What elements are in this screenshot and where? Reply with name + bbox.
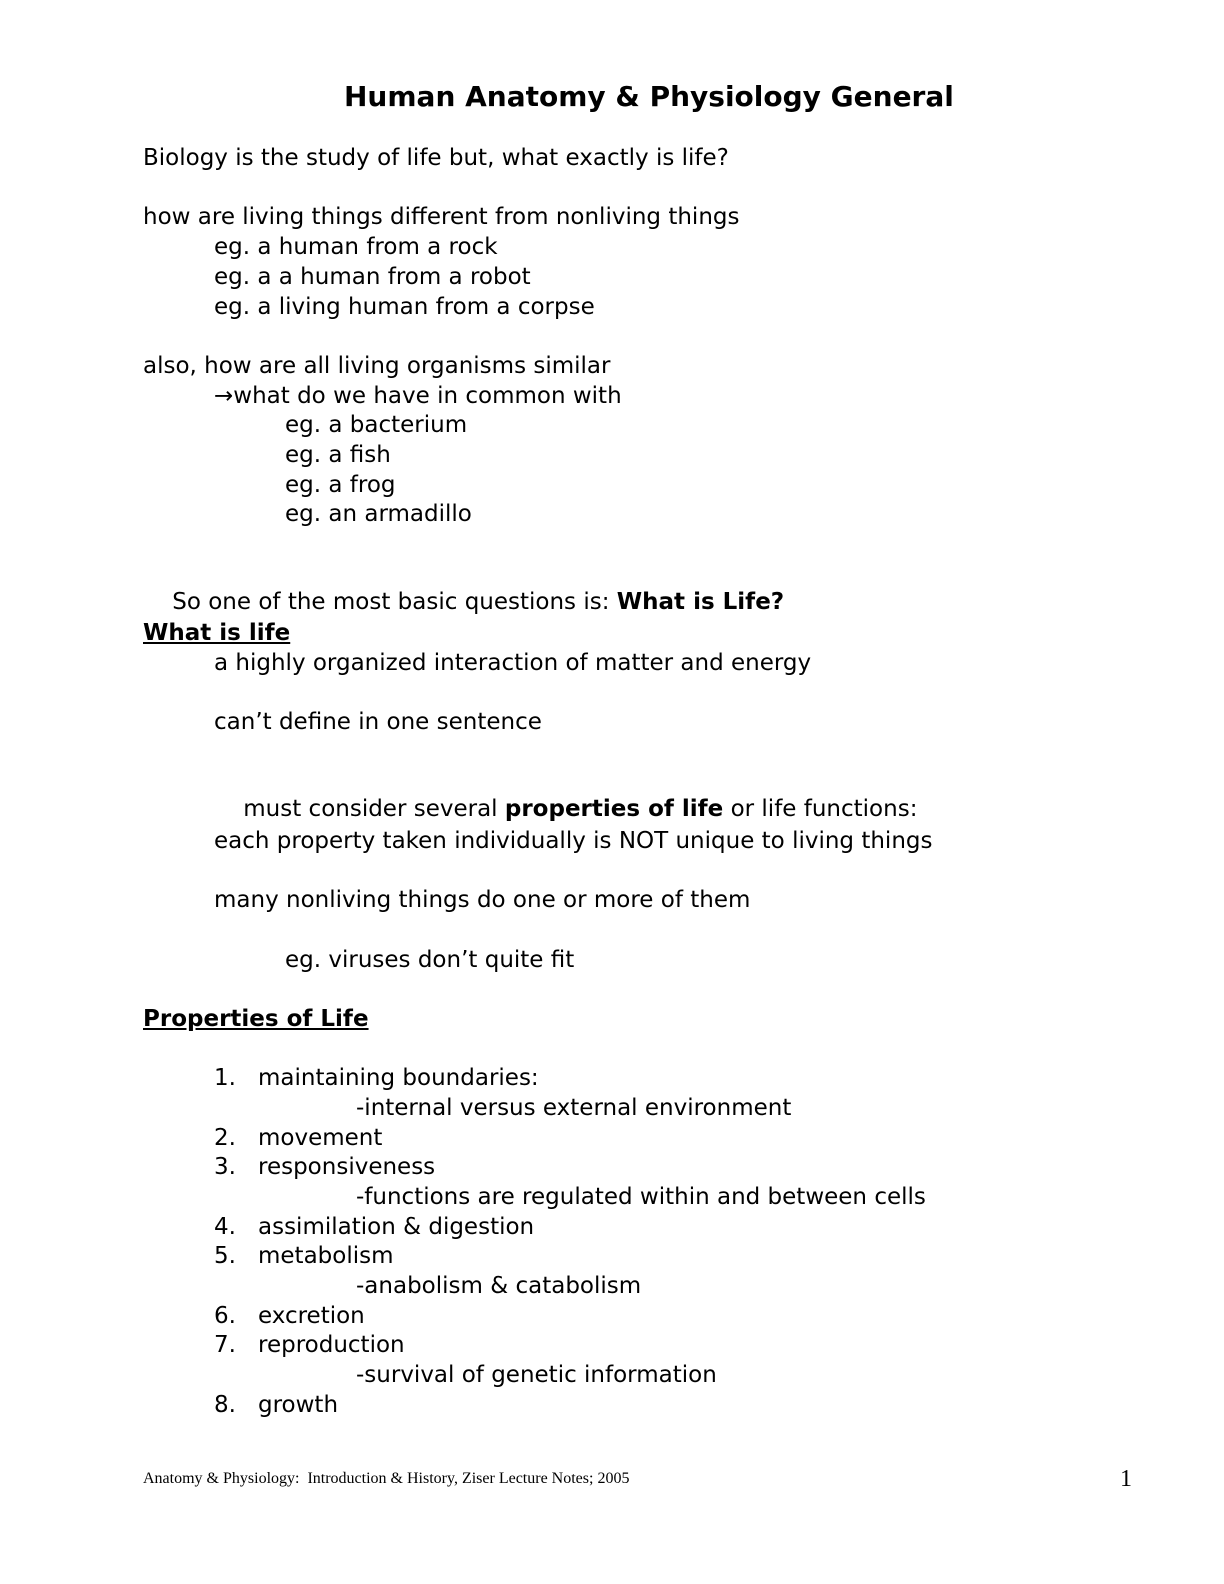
property-subitem: -internal versus external environment	[356, 1095, 792, 1121]
p3-suffix: or life functions:	[723, 796, 918, 822]
property-item	[214, 1331, 405, 1359]
property-number: 7.	[214, 1332, 236, 1358]
property-text: metabolism	[258, 1243, 394, 1269]
property-subitem: -survival of genetic information	[356, 1362, 717, 1388]
property-number: 4.	[214, 1214, 236, 1240]
similarities-lead: also, how are all living organisms similar	[143, 353, 611, 379]
property-item	[214, 1064, 539, 1092]
what-is-life-p4: each property taken individually is NOT unique to living things	[214, 828, 933, 854]
property-item	[214, 1391, 338, 1419]
property-text: assimilation & digestion	[258, 1214, 535, 1240]
what-is-life-p2: can’t define in one sentence	[214, 709, 542, 735]
property-subitem: -functions are regulated within and between cells	[356, 1184, 926, 1210]
similarity-example: eg. a bacterium	[285, 412, 468, 438]
what-is-life-p1: a highly organized interaction of matter and energy	[214, 650, 812, 676]
what-is-life-p6: eg. viruses don’t quite fit	[285, 947, 575, 973]
what-is-life-heading: What is life	[143, 620, 291, 646]
properties-heading: Properties of Life	[143, 1006, 369, 1032]
difference-example: eg. a a human from a robot	[214, 264, 531, 290]
basic-question-prefix: So one of the most basic questions is:	[172, 589, 617, 615]
property-item	[214, 1124, 382, 1152]
property-number: 3.	[214, 1154, 236, 1180]
property-text: reproduction	[258, 1332, 405, 1358]
p3-bold: properties of life	[504, 796, 724, 822]
similarity-example: eg. a fish	[285, 442, 391, 468]
property-text: growth	[258, 1392, 339, 1418]
p3-prefix: must consider several	[243, 796, 505, 822]
property-number: 8.	[214, 1392, 236, 1418]
property-item	[214, 1213, 534, 1241]
property-number: 6.	[214, 1303, 236, 1329]
similarities-sublead: →what do we have in common with	[214, 383, 622, 409]
similarity-example: eg. an armadillo	[285, 501, 472, 527]
intro-text: Biology is the study of life but, what exactly is life?	[143, 145, 729, 171]
page-title: Human Anatomy & Physiology General	[344, 80, 954, 113]
property-text: movement	[258, 1125, 383, 1151]
property-text: responsiveness	[258, 1154, 436, 1180]
what-is-life-p5: many nonliving things do one or more of them	[214, 887, 751, 913]
property-text: excretion	[258, 1303, 365, 1329]
property-subitem: -anabolism & catabolism	[356, 1273, 642, 1299]
difference-example: eg. a human from a rock	[214, 234, 498, 260]
property-number: 5.	[214, 1243, 236, 1269]
property-item	[214, 1242, 394, 1270]
difference-example: eg. a living human from a corpse	[214, 294, 595, 320]
page-number: 1	[1120, 1466, 1132, 1492]
property-text: maintaining boundaries:	[258, 1065, 539, 1091]
similarity-example: eg. a frog	[285, 472, 396, 498]
property-item	[214, 1153, 435, 1181]
footer-text: Anatomy & Physiology: Introduction & History, Ziser Lecture Notes; 2005	[143, 1470, 630, 1487]
property-item	[214, 1302, 365, 1330]
property-number: 1.	[214, 1065, 236, 1091]
property-number: 2.	[214, 1125, 236, 1151]
differences-lead: how are living things different from nonliving things	[143, 204, 740, 230]
basic-question-bold: What is Life?	[616, 589, 785, 615]
